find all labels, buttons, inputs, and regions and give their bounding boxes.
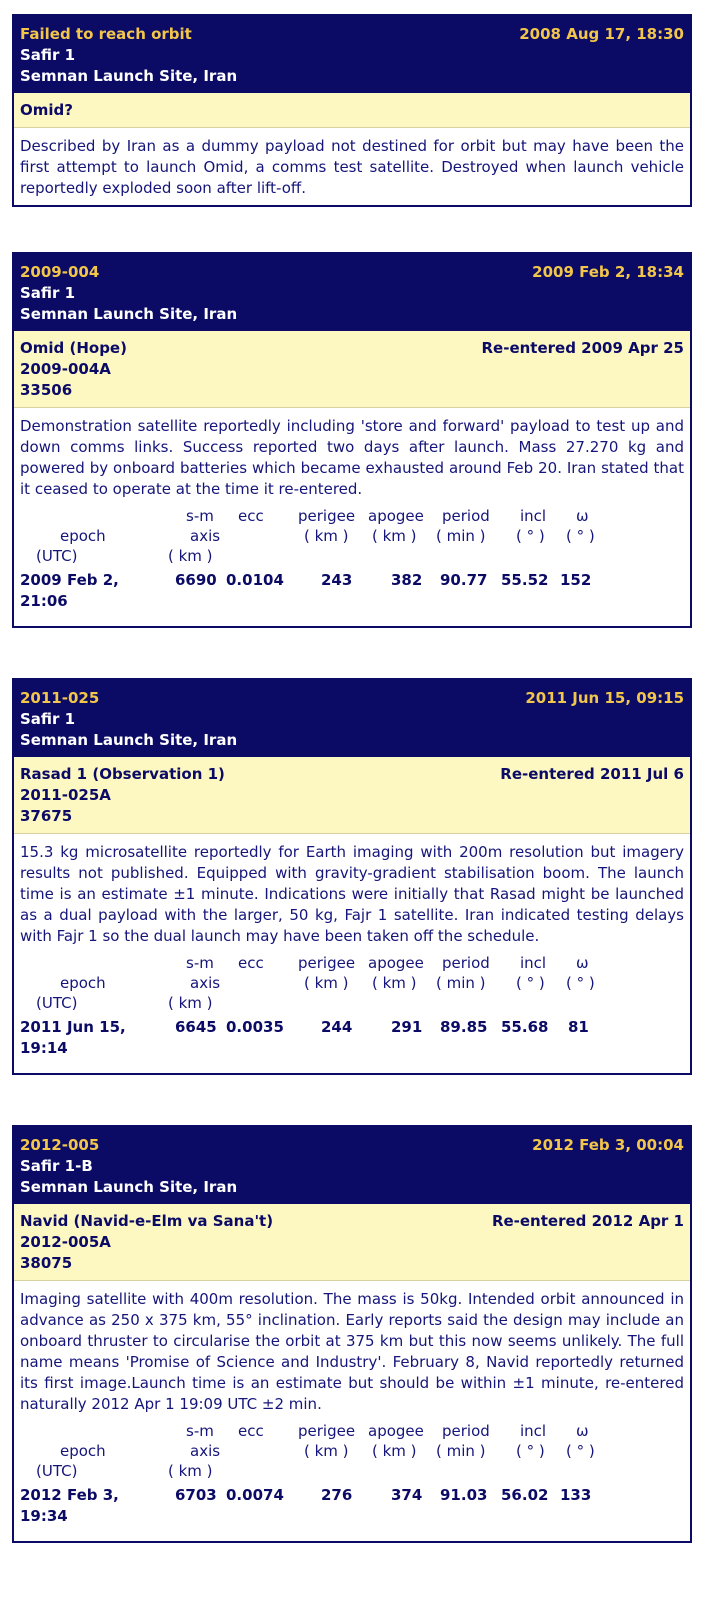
period-unit: ( min ) bbox=[436, 974, 486, 992]
perigee-unit: ( km ) bbox=[304, 1442, 349, 1460]
launch-card bbox=[12, 678, 692, 1075]
launch-date: 2009 Feb 2, 18:34 bbox=[532, 263, 684, 281]
payload-name: Omid? bbox=[20, 101, 73, 119]
orbit-period: 90.77 bbox=[440, 571, 488, 589]
reentry-status: Re-entered 2011 Jul 6 bbox=[500, 765, 684, 783]
ecc-header: ecc bbox=[238, 507, 264, 525]
apogee-header: apogee bbox=[368, 954, 424, 972]
cospar-id: 2012-005A bbox=[20, 1233, 111, 1251]
orbit-incl: 55.52 bbox=[501, 571, 549, 589]
epoch-header: epoch bbox=[60, 1442, 106, 1460]
launch-vehicle: Safir 1-B bbox=[20, 1157, 93, 1175]
apogee-unit: ( km ) bbox=[372, 527, 417, 545]
norad-id: 33506 bbox=[20, 381, 73, 399]
omega-unit: ( ° ) bbox=[566, 527, 595, 545]
orbit-apogee: 374 bbox=[391, 1486, 423, 1504]
incl-header: incl bbox=[520, 1422, 547, 1440]
orbit-epoch: 2012 Feb 3, bbox=[20, 1486, 119, 1504]
epoch-unit: (UTC) bbox=[36, 1462, 78, 1480]
orbit-epoch-time: 21:06 bbox=[20, 592, 68, 610]
orbit-ecc: 0.0074 bbox=[226, 1486, 284, 1504]
payload-header bbox=[14, 93, 690, 128]
omega-header: ω bbox=[576, 1422, 589, 1440]
orbit-ecc: 0.0035 bbox=[226, 1018, 284, 1036]
norad-id: 37675 bbox=[20, 807, 73, 825]
payload-description: Demonstration satellite reportedly including 'store and forward' payload to test up and down comms links. Success reported two days after launch. Mass 27.270 kg and powered by onboard batteries which became exhausted around Feb 20. Iran stated that it ceased to operate at the time it re-entered. bbox=[20, 417, 684, 498]
omega-header: ω bbox=[576, 507, 589, 525]
orbit-period: 91.03 bbox=[440, 1486, 488, 1504]
orbit-incl: 56.02 bbox=[501, 1486, 549, 1504]
launch-site: Semnan Launch Site, Iran bbox=[20, 67, 238, 85]
payload-header bbox=[14, 331, 690, 408]
orbit-period: 89.85 bbox=[440, 1018, 488, 1036]
launch-header bbox=[14, 254, 690, 331]
incl-header: incl bbox=[520, 507, 547, 525]
epoch-unit: (UTC) bbox=[36, 547, 78, 565]
orbit-incl: 55.68 bbox=[501, 1018, 549, 1036]
launch-designation: Failed to reach orbit bbox=[20, 25, 192, 43]
payload-description: 15.3 kg microsatellite reportedly for Earth imaging with 200m resolution but imagery results not published. Equipped with gravity-gradient stabilisation boom. The launch time is an estimate ±1 minute. Indications were initially that Rasad might be launched as a dual payload with the larger, 50 kg, Fajr 1 satellite. Iran indicated testing delays with Fajr 1 so the dual launch may have been taken off the schedule. bbox=[20, 843, 684, 945]
sma-unit: ( km ) bbox=[168, 1462, 213, 1480]
launch-date: 2008 Aug 17, 18:30 bbox=[519, 25, 684, 43]
launch-date: 2012 Feb 3, 00:04 bbox=[532, 1136, 684, 1154]
launch-designation: 2011-025 bbox=[20, 689, 100, 707]
perigee-header: perigee bbox=[298, 1422, 356, 1440]
epoch-header: epoch bbox=[60, 974, 106, 992]
orbit-perigee: 244 bbox=[321, 1018, 353, 1036]
sma-header-2: axis bbox=[190, 1442, 221, 1460]
epoch-header: epoch bbox=[60, 527, 106, 545]
apogee-header: apogee bbox=[368, 507, 424, 525]
period-header: period bbox=[442, 954, 490, 972]
launch-header bbox=[14, 680, 690, 757]
orbit-omega: 81 bbox=[568, 1018, 589, 1036]
launch-site: Semnan Launch Site, Iran bbox=[20, 305, 238, 323]
launch-vehicle: Safir 1 bbox=[20, 46, 76, 64]
orbit-header-row bbox=[20, 506, 684, 570]
launch-vehicle: Safir 1 bbox=[20, 284, 76, 302]
incl-unit: ( ° ) bbox=[516, 974, 545, 992]
payload-name: Omid (Hope) bbox=[20, 339, 127, 357]
orbit-header-row bbox=[20, 953, 684, 1017]
orbit-data-row bbox=[20, 1017, 684, 1065]
cospar-id: 2009-004A bbox=[20, 360, 111, 378]
norad-id: 38075 bbox=[20, 1254, 73, 1272]
payload-header bbox=[14, 757, 690, 834]
sma-header-2: axis bbox=[190, 527, 221, 545]
launch-designation: 2012-005 bbox=[20, 1136, 100, 1154]
orbit-omega: 133 bbox=[560, 1486, 592, 1504]
orbit-table bbox=[14, 953, 690, 1073]
orbit-epoch-time: 19:34 bbox=[20, 1507, 68, 1525]
orbit-header-row bbox=[20, 1421, 684, 1485]
incl-unit: ( ° ) bbox=[516, 527, 545, 545]
omega-unit: ( ° ) bbox=[566, 1442, 595, 1460]
sma-unit: ( km ) bbox=[168, 994, 213, 1012]
payload-name: Navid (Navid-e-Elm va Sana't) bbox=[20, 1212, 274, 1230]
launch-card bbox=[12, 1125, 692, 1543]
launch-header bbox=[14, 1127, 690, 1204]
sma-header: s-m bbox=[186, 1422, 214, 1440]
perigee-unit: ( km ) bbox=[304, 974, 349, 992]
launch-site: Semnan Launch Site, Iran bbox=[20, 731, 238, 749]
reentry-status: Re-entered 2009 Apr 25 bbox=[481, 339, 684, 357]
ecc-header: ecc bbox=[238, 954, 264, 972]
orbit-apogee: 382 bbox=[391, 571, 423, 589]
perigee-unit: ( km ) bbox=[304, 527, 349, 545]
omega-header: ω bbox=[576, 954, 589, 972]
epoch-unit: (UTC) bbox=[36, 994, 78, 1012]
perigee-header: perigee bbox=[298, 954, 356, 972]
payload-description: Described by Iran as a dummy payload not destined for orbit but may have been the first attempt to launch Omid, a comms test satellite. Destroyed when launch vehicle reportedly exploded soon after lift-off. bbox=[20, 137, 684, 197]
incl-header: incl bbox=[520, 954, 547, 972]
sma-header: s-m bbox=[186, 954, 214, 972]
sma-header-2: axis bbox=[190, 974, 221, 992]
launch-header bbox=[14, 16, 690, 93]
cospar-id: 2011-025A bbox=[20, 786, 111, 804]
orbit-epoch-time: 19:14 bbox=[20, 1039, 68, 1057]
orbit-ecc: 0.0104 bbox=[226, 571, 284, 589]
reentry-status: Re-entered 2012 Apr 1 bbox=[491, 1212, 684, 1230]
orbit-perigee: 276 bbox=[321, 1486, 353, 1504]
period-unit: ( min ) bbox=[436, 527, 486, 545]
orbit-table bbox=[14, 1421, 690, 1541]
ecc-header: ecc bbox=[238, 1422, 264, 1440]
payload-header bbox=[14, 1204, 690, 1281]
incl-unit: ( ° ) bbox=[516, 1442, 545, 1460]
orbit-sma: 6645 bbox=[175, 1018, 217, 1036]
launch-card bbox=[12, 14, 692, 207]
orbit-sma: 6690 bbox=[175, 571, 217, 589]
period-unit: ( min ) bbox=[436, 1442, 486, 1460]
orbit-apogee: 291 bbox=[391, 1018, 423, 1036]
orbit-data-row bbox=[20, 1485, 684, 1533]
launch-card bbox=[12, 252, 692, 628]
apogee-header: apogee bbox=[368, 1422, 424, 1440]
launch-site: Semnan Launch Site, Iran bbox=[20, 1178, 238, 1196]
orbit-data-row bbox=[20, 570, 684, 618]
orbit-perigee: 243 bbox=[321, 571, 353, 589]
period-header: period bbox=[442, 507, 490, 525]
sma-header: s-m bbox=[186, 507, 214, 525]
orbit-epoch: 2009 Feb 2, bbox=[20, 571, 119, 589]
apogee-unit: ( km ) bbox=[372, 1442, 417, 1460]
perigee-header: perigee bbox=[298, 507, 356, 525]
apogee-unit: ( km ) bbox=[372, 974, 417, 992]
omega-unit: ( ° ) bbox=[566, 974, 595, 992]
orbit-sma: 6703 bbox=[175, 1486, 217, 1504]
orbit-epoch: 2011 Jun 15, bbox=[20, 1018, 126, 1036]
launch-date: 2011 Jun 15, 09:15 bbox=[525, 689, 684, 707]
launch-designation: 2009-004 bbox=[20, 263, 100, 281]
sma-unit: ( km ) bbox=[168, 547, 213, 565]
orbit-omega: 152 bbox=[560, 571, 592, 589]
payload-name: Rasad 1 (Observation 1) bbox=[20, 765, 225, 783]
payload-description: Imaging satellite with 400m resolution. The mass is 50kg. Intended orbit announced in advance as 250 x 375 km, 55° inclination. Early reports said the design may include an onboard thruster to circularise the orbit at 375 km but this now seems unlikely. The full name means 'Promise of Science and Industry'. February 8, Navid reportedly returned its first image.Launch time is an estimate but should be within ±1 minute, re-entered naturally 2012 Apr 1 19:09 UTC ±2 min. bbox=[20, 1290, 684, 1413]
launch-vehicle: Safir 1 bbox=[20, 710, 76, 728]
period-header: period bbox=[442, 1422, 490, 1440]
orbit-table bbox=[14, 506, 690, 626]
